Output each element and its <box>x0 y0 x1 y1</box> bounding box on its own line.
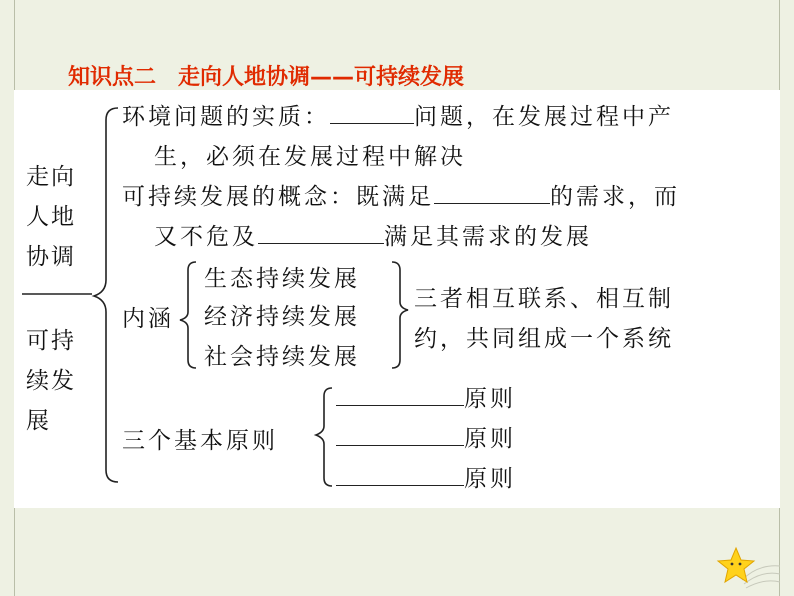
section-title <box>68 60 464 91</box>
root-label-4: 可持 <box>26 328 76 354</box>
principle-row-1 <box>336 380 516 413</box>
root-label-5: 续发 <box>26 368 76 394</box>
principle-suffix-3: 原则 <box>464 466 516 492</box>
connotation-brace <box>180 262 196 368</box>
connotation-item-economy: 经济持续发展 <box>204 304 360 330</box>
root-label-2: 人地 <box>26 204 76 230</box>
essence-blank <box>330 103 414 124</box>
connotation-item-ecology: 生态持续发展 <box>204 266 360 292</box>
concept-blank-2 <box>258 223 384 244</box>
principle-blank-3 <box>336 465 464 486</box>
connotation-item-society: 社会持续发展 <box>204 344 360 370</box>
section-title-text: 走向人地协调——可持续发展 <box>178 65 465 90</box>
principle-row-3 <box>336 460 516 493</box>
concept-cont-prefix: 又不危及 <box>154 224 258 250</box>
essence-suffix: 问题，在发展过程中产 <box>414 104 674 130</box>
concept-line <box>122 178 680 211</box>
principle-suffix-2: 原则 <box>464 426 516 452</box>
section-title-number: 知识点二 <box>68 65 157 90</box>
principles-label: 三个基本原则 <box>122 428 278 454</box>
connotation-right-brace <box>392 262 408 368</box>
connotation-note-1: 三者相互联系、相互制 <box>414 286 674 312</box>
concept-cont-suffix: 满足其需求的发展 <box>384 224 592 250</box>
essence-prefix: 环境问题的实质： <box>122 104 330 130</box>
content-panel <box>14 90 780 508</box>
essence-continuation: 生，必须在发展过程中解决 <box>154 144 466 170</box>
root-label-6: 展 <box>26 408 51 434</box>
star-decoration-icon <box>712 540 782 592</box>
root-label-3: 协调 <box>26 244 76 270</box>
connotation-note-2: 约，共同组成一个系统 <box>414 326 674 352</box>
essence-line <box>122 98 674 131</box>
principle-blank-1 <box>336 385 464 406</box>
principle-row-2 <box>336 420 516 453</box>
concept-suffix: 的需求，而 <box>550 184 680 210</box>
principle-suffix-1: 原则 <box>464 386 516 412</box>
concept-prefix: 可持续发展的概念：既满足 <box>122 184 434 210</box>
root-label-1: 走向 <box>26 164 76 190</box>
main-brace <box>94 108 118 482</box>
principles-brace <box>316 388 332 486</box>
concept-blank-1 <box>434 183 550 204</box>
connotation-label: 内涵 <box>122 306 174 332</box>
principle-blank-2 <box>336 425 464 446</box>
concept-continuation <box>154 218 592 251</box>
